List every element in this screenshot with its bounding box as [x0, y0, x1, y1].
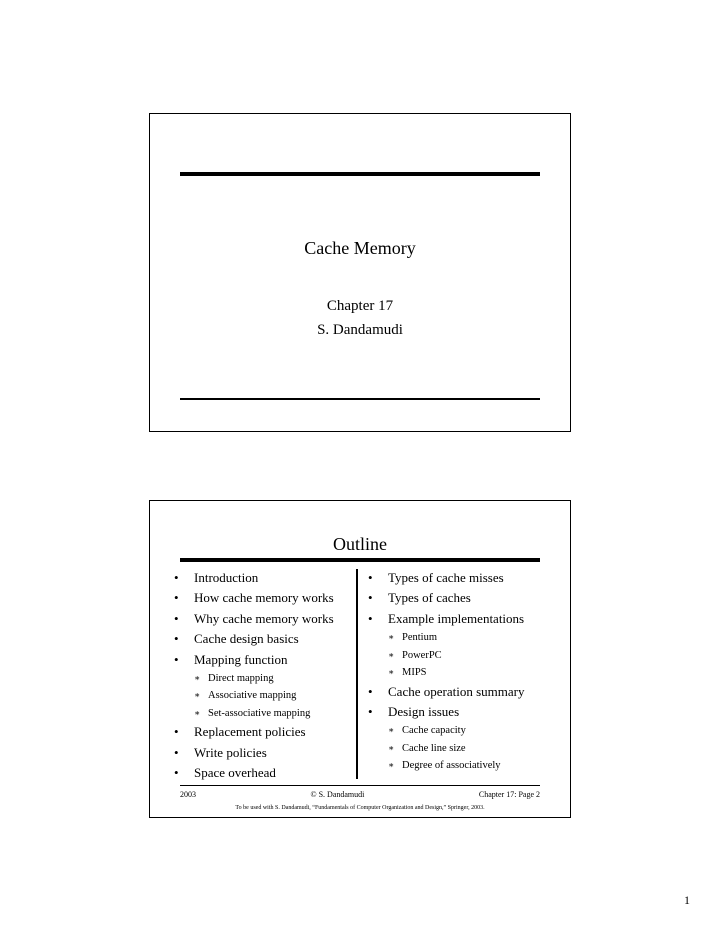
outline-subitem	[366, 631, 524, 644]
footer-year: 2003	[180, 790, 196, 799]
outline-item	[172, 765, 334, 780]
outline-left-column	[172, 570, 334, 786]
asterisk-bullet-icon: ∗	[388, 760, 395, 771]
outline-item-text: PowerPC	[402, 649, 442, 661]
outline-item-text: Design issues	[388, 704, 460, 720]
outline-subitem	[366, 666, 524, 679]
outline-subitem	[172, 707, 334, 720]
outline-item-text: Direct mapping	[208, 672, 274, 684]
outline-item-text: Set-associative mapping	[208, 707, 311, 719]
bullet-icon: •	[174, 631, 179, 647]
outline-item-text: Example implementations	[388, 610, 525, 626]
outline-item-text: Mapping function	[194, 651, 288, 667]
outline-item	[172, 652, 334, 667]
outline-item-text: Why cache memory works	[194, 610, 334, 626]
asterisk-bullet-icon: ∗	[388, 667, 395, 678]
outline-item	[172, 611, 334, 626]
outline-item	[172, 745, 334, 760]
bullet-icon: •	[174, 765, 179, 781]
page-number: 1	[684, 893, 690, 907]
outline-item	[366, 611, 524, 626]
outline-subitem	[172, 689, 334, 702]
author-name: S. Dandamudi	[317, 322, 403, 338]
outline-item	[172, 724, 334, 739]
asterisk-bullet-icon: ∗	[194, 690, 201, 701]
bullet-icon: •	[368, 590, 373, 606]
outline-item	[366, 570, 524, 585]
outline-subitem	[366, 649, 524, 662]
outline-item-text: Cache operation summary	[388, 683, 525, 699]
title-slide	[149, 113, 571, 432]
outline-subitem	[366, 724, 524, 737]
top-rule	[180, 172, 540, 176]
outline-slide	[149, 500, 571, 818]
outline-item-text: Degree of associatively	[402, 760, 501, 772]
bullet-icon: •	[368, 704, 373, 720]
asterisk-bullet-icon: ∗	[194, 707, 201, 718]
slide-title: Outline	[333, 534, 387, 554]
outline-item-text: Write policies	[194, 744, 267, 760]
bullet-icon: •	[174, 724, 179, 740]
asterisk-bullet-icon: ∗	[388, 649, 395, 660]
outline-item-text: MIPS	[402, 667, 427, 679]
outline-item-text: Space overhead	[194, 765, 276, 781]
outline-subitem	[172, 672, 334, 685]
bullet-icon: •	[174, 651, 179, 667]
footer-page: Chapter 17: Page 2	[478, 790, 540, 799]
outline-item	[366, 704, 524, 719]
bullet-icon: •	[368, 570, 373, 585]
outline-item	[366, 684, 524, 699]
outline-item-text: Types of cache misses	[388, 570, 504, 585]
bullet-icon: •	[174, 590, 179, 606]
asterisk-bullet-icon: ∗	[194, 672, 201, 683]
outline-item	[172, 631, 334, 646]
footer-copyright: © S. Dandamudi	[310, 790, 365, 799]
footnote: To be used with S. Dandamudi, “Fundamentals of Computer Organization and Design,” Springer, 2003.	[235, 805, 485, 811]
outline-right-column	[366, 570, 524, 777]
chapter-label: Chapter 17	[326, 298, 394, 314]
bullet-icon: •	[174, 610, 179, 626]
outline-item-text: Pentium	[402, 632, 438, 644]
asterisk-bullet-icon: ∗	[388, 742, 395, 753]
bottom-rule	[180, 398, 540, 400]
footer-rule	[180, 785, 540, 786]
outline-item-text: Types of caches	[388, 590, 471, 606]
outline-item	[366, 590, 524, 605]
outline-item-text: How cache memory works	[194, 590, 334, 606]
outline-item-text: Cache capacity	[402, 725, 466, 737]
bullet-icon: •	[174, 570, 179, 585]
outline-item	[172, 570, 334, 585]
title-rule	[180, 558, 540, 562]
outline-subitem	[366, 742, 524, 755]
asterisk-bullet-icon: ∗	[388, 632, 395, 643]
outline-subitem	[366, 759, 524, 772]
asterisk-bullet-icon: ∗	[388, 725, 395, 736]
bullet-icon: •	[368, 610, 373, 626]
bullet-icon: •	[368, 683, 373, 699]
outline-item-text: Associative mapping	[208, 690, 297, 702]
outline-item-text: Cache design basics	[194, 631, 299, 647]
outline-item-text: Cache line size	[402, 742, 466, 754]
outline-item	[172, 590, 334, 605]
outline-item-text: Introduction	[194, 570, 259, 585]
column-divider	[356, 569, 358, 779]
slide-title: Cache Memory	[304, 238, 416, 258]
bullet-icon: •	[174, 744, 179, 760]
outline-item-text: Replacement policies	[194, 724, 306, 740]
slide-footer	[180, 790, 540, 799]
